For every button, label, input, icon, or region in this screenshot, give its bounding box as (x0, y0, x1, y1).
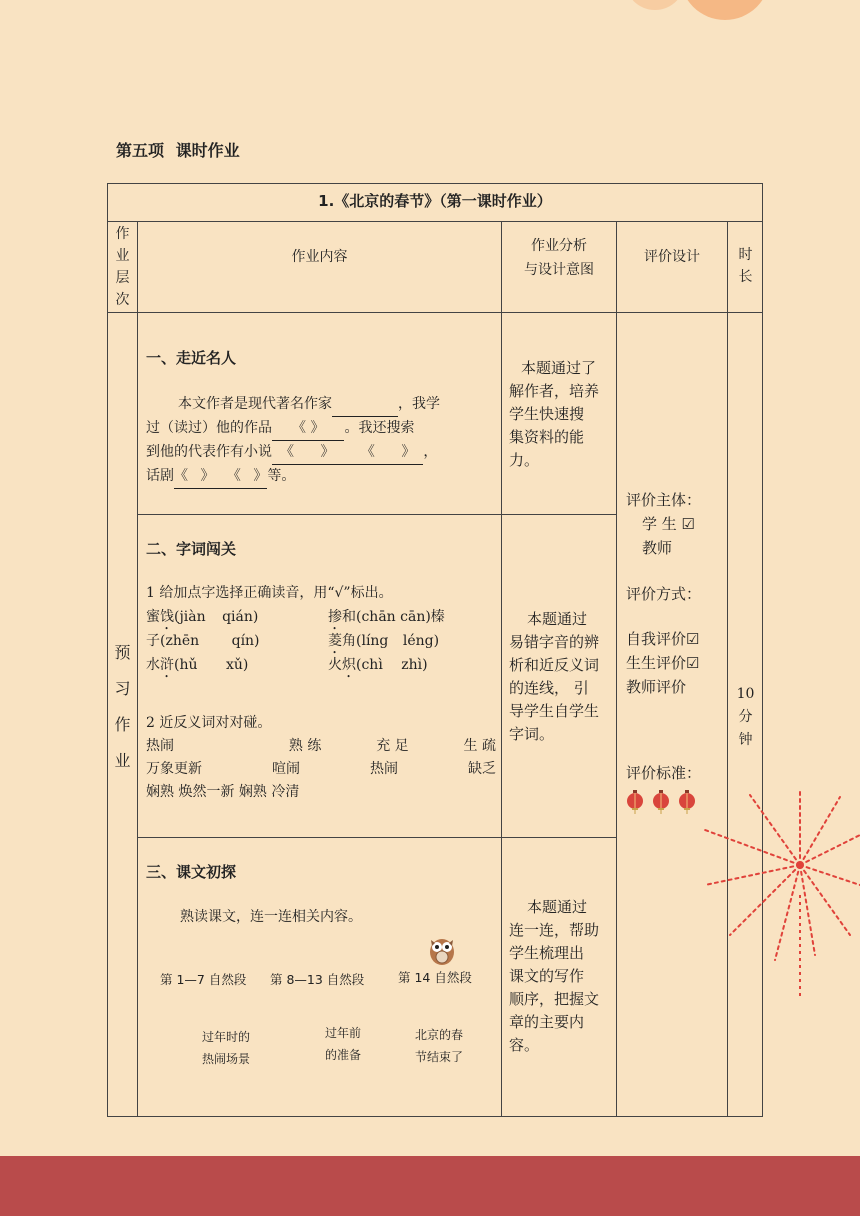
decor-sun-large (680, 0, 770, 20)
decor-sun-small (625, 0, 685, 10)
task2-q2-intro: 2 近反义词对对碰。 (146, 715, 272, 731)
table-rule-task1 (137, 514, 616, 515)
table-col-level (137, 221, 138, 1117)
novel-blanks[interactable]: 《 》 《 》 (272, 441, 423, 465)
method-peer[interactable]: 生生评价☑ (626, 654, 700, 672)
task1-analysis: 本题通过了 解作者，培养 学生快速搜 集资料的能 力。 (509, 359, 600, 469)
table-col-analysis (616, 221, 617, 1117)
task2-pinyin: 蜜饯(jiàn qián) 掺和(chān cān)榛 子(zhēn qín) 菱角(líng léng) 水浒(hǔ xǔ) 火炽(chì zhì) (146, 609, 445, 673)
lantern-icon (626, 790, 644, 814)
table-col-content (501, 221, 502, 1117)
segment-3[interactable]: 第 14 自然段 (398, 970, 472, 985)
method-teacher[interactable]: 教师评价 (626, 678, 687, 696)
section-title: 第五项 课时作业 (116, 141, 240, 160)
content-1[interactable]: 过年时的 热闹场景 (201, 1030, 250, 1066)
segment-1[interactable]: 第 1—7 自然段 (160, 972, 247, 987)
duration-value: 10 分 钟 (736, 686, 755, 748)
task2-title: 二、字词闯关 (146, 540, 237, 558)
header-duration: 时 长 (738, 247, 753, 285)
task3-analysis: 本题通过 连一连，帮助 学生梳理出 课文的写作 顺序，把握文 章的主要内 容。 (509, 898, 600, 1054)
work-blank[interactable]: 《 》 (272, 417, 344, 441)
content-3[interactable]: 北京的春 节结束了 (414, 1028, 463, 1064)
evaluation-design: 评价主体： 学 生 ☑ 教师 评价方式： 自我评价☑ 生生评价☑ 教师评价 评价标准： (626, 488, 726, 814)
table-rule-caption (107, 221, 763, 222)
method-self[interactable]: 自我评价☑ (626, 630, 700, 648)
header-content: 作业内容 (291, 249, 348, 265)
task3-title: 三、课文初探 (146, 863, 237, 881)
table-rule-task2 (137, 837, 616, 838)
table-caption: 1.《北京的春节》（第一课时作业） (318, 192, 552, 210)
footer-band (0, 1156, 860, 1216)
task2-q1-intro: 1 给加点字选择正确读音，用“√”标出。 (146, 585, 393, 601)
table-rule-header (107, 312, 763, 313)
level-label: 预 习 作 业 (114, 643, 131, 770)
play-blanks[interactable]: 《 》 《 》 (174, 465, 267, 489)
firework-decoration (700, 785, 860, 1000)
task2-analysis: 本题通过 易错字音的辨 析和近反义词 的连线， 引 导学生自学生 字词。 (509, 610, 600, 743)
lantern-icon (678, 790, 696, 814)
header-level: 作 业 层 次 (115, 226, 130, 308)
task2-synonyms: 热闹 熟 练 充 足 生 疏 万象更新 喧闹 热闹 缺乏 娴熟 焕然一新 娴熟 冷清 (146, 738, 496, 800)
task1-title: 一、走近名人 (146, 349, 237, 367)
task1-body: 本文作者是现代著名作家 ，我学 过（读过）他的作品 《 》 。我还搜索 到他的代表作有小说 《 》 《 》 ， 话剧《 》 《 》等。 (146, 393, 496, 489)
header-analysis: 作业分析 与设计意图 (524, 238, 594, 278)
task3-intro: 熟读课文，连一连相关内容。 (180, 909, 362, 925)
owl-icon (428, 934, 456, 970)
content-2[interactable]: 过年前 的准备 (324, 1026, 361, 1062)
segment-2[interactable]: 第 8—13 自然段 (270, 972, 365, 987)
lantern-icon (652, 790, 670, 814)
author-blank[interactable] (332, 393, 398, 417)
header-evaluation: 评价设计 (644, 249, 700, 265)
subject-student[interactable]: 学 生 ☑ (642, 515, 695, 533)
